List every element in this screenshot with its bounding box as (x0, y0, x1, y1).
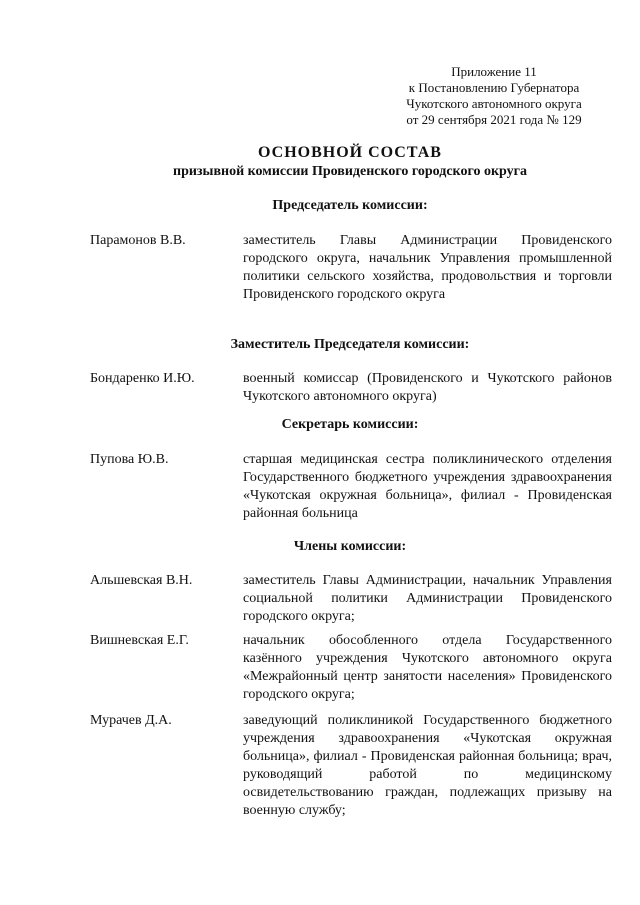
section-heading-chairman: Председатель комиссии: (272, 198, 428, 213)
document-title: ОСНОВНОЙ СОСТАВ (258, 144, 442, 161)
member-name: Альшевская В.Н. (90, 573, 193, 588)
member-description: заведующий поликлиникой Государственного бюджетного учреждения здравоохранения «Чукотская окружная больница», филиал - Провиденская районная больница; врач, руководящий работой по медицинскому освидетельствованию граждан, подлежащих призыву на военную службу; (243, 713, 612, 818)
member-description: заместитель Главы Администрации Провиденского городского округа, начальник Управления промышленной политики сельского хозяйства, продовольствия и торговли Провиденского городского округа (243, 233, 612, 302)
appendix-line-1: Приложение 11 (451, 64, 537, 79)
appendix-line-4: от 29 сентября 2021 года № 129 (406, 112, 582, 127)
member-description: военный комиссар (Провиденского и Чукотского районов Чукотского автономного округа) (243, 371, 612, 404)
appendix-header (400, 64, 588, 128)
member-description: заместитель Главы Администрации, начальник Управления социальной политики Администрации Провиденского городского округа; (243, 573, 612, 624)
section-heading-deputy: Заместитель Председателя комиссии: (230, 337, 470, 352)
member-name: Бондаренко И.Ю. (90, 371, 195, 386)
appendix-line-2: к Постановлению Губернатора (408, 80, 580, 95)
member-name: Парамонов В.В. (90, 233, 186, 248)
section-heading-secretary: Секретарь комиссии: (281, 417, 419, 432)
section-heading-members: Члены комиссии: (293, 539, 407, 554)
member-name: Вишневская Е.Г. (90, 633, 189, 648)
member-description: начальник обособленного отдела Государственного казённого учреждения Чукотского автономного округа «Межрайонный центр занятости населения» Провиденского городского округа; (243, 633, 612, 702)
document-subtitle: призывной комиссии Провиденского городского округа (173, 164, 527, 179)
member-name: Мурачев Д.А. (90, 713, 172, 728)
member-name: Пупова Ю.В. (90, 452, 169, 467)
appendix-line-3: Чукотского автономного округа (406, 96, 582, 111)
member-description: старшая медицинская сестра поликлинического отделения Государственного бюджетного учреждения здравоохранения «Чукотская окружная больница», филиал - Провиденская районная больница (243, 452, 612, 521)
